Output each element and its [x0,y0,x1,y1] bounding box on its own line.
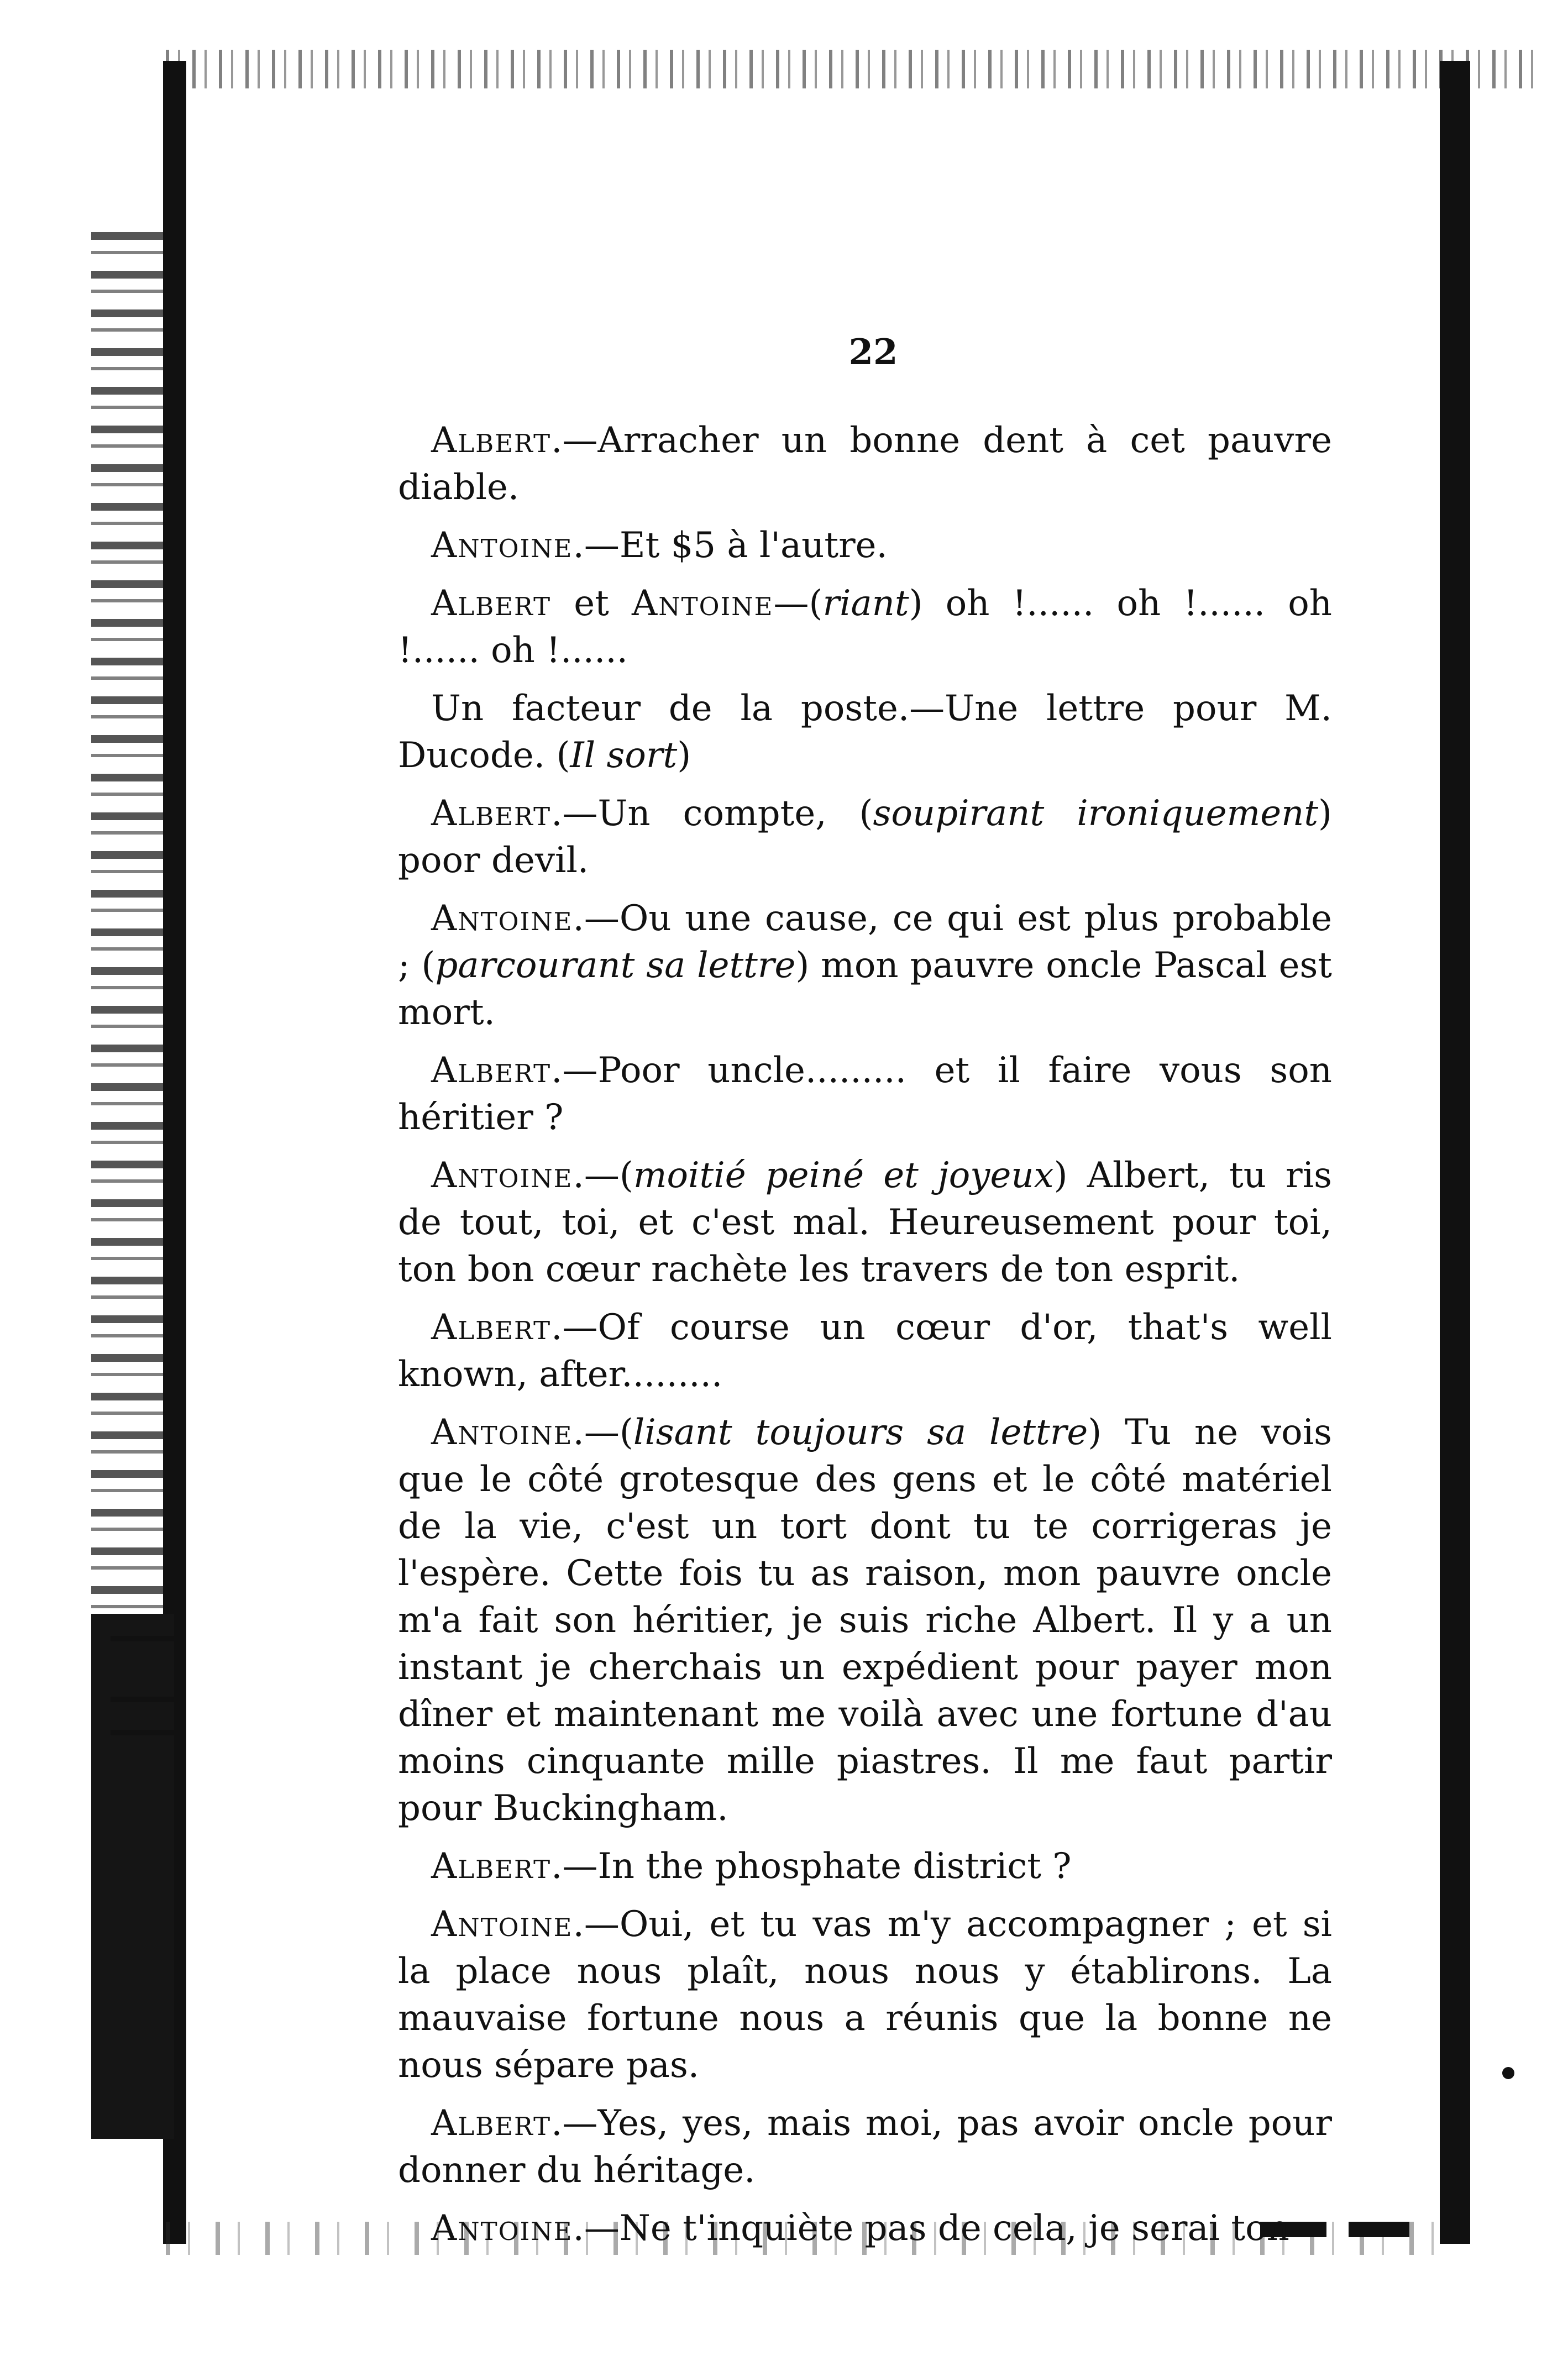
stage-direction: parcourant sa lettre [435,945,796,986]
speaker-name: Antoine [631,583,774,624]
dialogue-line [398,1152,1332,1293]
line-text: .—Yes, yes, mais moi, pas avoir oncle pour donner du héritage. [398,2103,1332,2191]
dialogue-line [398,685,1332,779]
line-text: ) mon pauvre oncle Pascal est mort. [398,945,1333,1033]
line-text: .—Et $5 à l'autre. [573,525,888,566]
line-text: .—( [573,1412,633,1453]
line-text: ) [677,735,691,776]
dialogue-line [398,1901,1332,2089]
scan-rule-left [111,1636,177,1641]
line-text: .—Of course un cœur d'or, that's well known, after......... [398,1307,1332,1395]
line-text: et [551,583,632,624]
line-text: .—Un compte, ( [551,793,873,834]
line-text: .—Arracher un bonne dent à cet pauvre diable. [398,420,1332,508]
dialogue-line [398,1843,1332,1890]
line-text: .—Poor uncle......... et il faire vous son héritier ? [398,1050,1332,1138]
scan-rule-left [111,1730,177,1735]
scan-speck [1502,2067,1514,2079]
speaker-name: Albert [431,2103,552,2144]
text-column [398,417,1332,2263]
speaker-name: Antoine [431,1904,573,1945]
dialogue-line [398,895,1332,1036]
stage-direction: moitié peiné et joyeux [633,1155,1054,1196]
line-text: —( [773,583,823,624]
speaker-name: Albert [431,420,552,461]
speaker-name: Albert [431,793,552,834]
speaker-name: Albert [431,583,552,624]
speaker-name: Albert [431,1846,552,1887]
scan-edge-top [166,50,1536,88]
scan-rule-left [111,1697,177,1702]
line-text: .—Oui, et tu vas m'y accompagner ; et si la place nous plaît, nous nous y établirons. La mauvaise fortune nous a réunis que la bonne ne nous sépare pas. [398,1904,1332,2086]
speaker-name: Antoine [431,2208,573,2249]
line-text: .—In the phosphate district ? [551,1846,1072,1887]
line-text: ) oh !...... oh !...... oh !...... oh !...... [398,583,1333,671]
dialogue-line [398,580,1332,674]
page-number: 22 [848,332,898,373]
line-text: .—Ou une cause, ce qui est plus probable ; ( [398,898,1332,986]
dialogue-line [398,2100,1332,2194]
dialogue-line [398,2205,1332,2252]
line-text: Un facteur de la poste.—Une lettre pour M. Ducode. ( [398,688,1332,776]
speaker-name: Antoine [431,1155,573,1196]
speaker-name: Albert [431,1050,552,1091]
stage-direction: Il sort [570,735,678,776]
line-text: ) Albert, tu ris de tout, toi, et c'est mal. Heureusement pour toi, ton bon cœur rachète les travers de ton esprit. [398,1155,1333,1290]
line-text: .—Ne t'inquiète pas de cela, je serai ton [573,2208,1289,2249]
dialogue-line [398,1409,1332,1832]
speaker-name: Antoine [431,1412,573,1453]
line-text: ) Tu ne vois que le côté grotesque des gens et le côté matériel de la vie, c'est un tort dont tu te corrigeras je l'espère. Cette fois tu as raison, mon pauvre oncle m'a fait son héritier, je suis riche Albert. Il y a un instant je cherchais un expédient pour payer mon dîner et maintenant me voilà avec une fortune d'au moins cinquante mille piastres. Il me faut partir pour Buckingham. [398,1412,1333,1829]
scan-dark-block-left [91,1614,174,2139]
dialogue-line [398,1047,1332,1141]
scan-edge-right [1440,61,1470,2244]
line-text: ) poor devil. [398,793,1332,881]
speaker-name: Antoine [431,525,573,566]
stage-direction: riant [822,583,909,624]
stage-direction: soupirant ironiquement [873,793,1319,834]
dialogue-line [398,790,1332,884]
stage-direction: lisant toujours sa lettre [633,1412,1088,1453]
speaker-name: Albert [431,1307,552,1348]
scan-mark-bottom [1349,2222,1409,2237]
dialogue-line [398,1304,1332,1398]
speaker-name: Antoine [431,898,573,939]
dialogue-line [398,417,1332,511]
line-text: .—( [573,1155,633,1196]
dialogue-line [398,522,1332,569]
